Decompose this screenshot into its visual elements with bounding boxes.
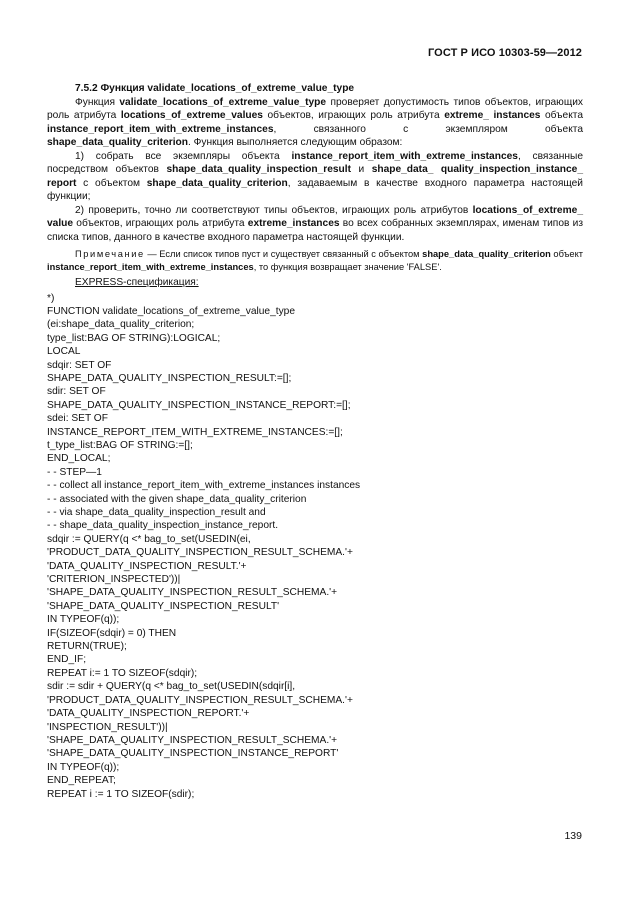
code-line: sdir := sdir + QUERY(q <* bag_to_set(USEDIN(sdqir[i], (47, 681, 296, 693)
code-line: - - via shape_data_quality_inspection_result and (47, 507, 266, 518)
bold-term: shape_data_quality_inspection_result (166, 164, 352, 175)
code-line: IF(SIZEOF(sdqir) = 0) THEN (47, 627, 177, 639)
page-number: 139 (564, 830, 582, 842)
bold-term: shape_data_quality_criterion (146, 177, 288, 189)
note-label: Примечание (75, 249, 145, 259)
code-line: - - associated with the given shape_data_quality_criterion (47, 493, 307, 505)
code-line: 'INSPECTION_RESULT'))| (47, 721, 168, 733)
code-line: t_type_list:BAG OF STRING:=[]; (47, 439, 193, 451)
text-run: , связанного с экземпляром объекта (273, 123, 583, 135)
text-run: Функция (75, 96, 120, 108)
code-line: RETURN(TRUE); (47, 641, 127, 653)
text-run: , задаваемым в качестве входного параметра настоящей функции; (47, 177, 584, 202)
code-line: REPEAT i := 1 TO SIZEOF(sdir); (47, 788, 195, 800)
code-line: IN TYPEOF(q)); (47, 614, 120, 626)
text-run: , то функция возвращает значение 'FALSE'. (253, 261, 442, 272)
code-line: 'DATA_QUALITY_INSPECTION_RESULT.'+ (47, 560, 247, 572)
code-line: 'PRODUCT_DATA_QUALITY_INSPECTION_RESULT_SCHEMA.'+ (47, 547, 353, 559)
code-line: - - STEP—1 (47, 466, 102, 478)
bold-term: shape_data_quality_criterion (422, 249, 551, 259)
step-two-paragraph (47, 204, 583, 245)
code-line: sdir: SET OF (47, 386, 106, 398)
code-line: 'SHAPE_DATA_QUALITY_INSPECTION_RESULT_SCHEMA.'+ (47, 587, 338, 599)
text-run: 2) проверить, точно ли соответствуют типы объектов, играющих роль атрибутов (75, 204, 473, 216)
code-line: SHAPE_DATA_QUALITY_INSPECTION_RESULT:=[]; (47, 372, 292, 384)
code-line: (ei:shape_data_quality_criterion; (47, 319, 195, 331)
note-paragraph (47, 248, 583, 273)
code-line: REPEAT i:= 1 TO SIZEOF(sdqir); (47, 667, 198, 679)
bold-term: instance_report_item_with_extreme_instances (47, 123, 274, 135)
bold-term: shape_data_ quality_inspection_instance_ report (47, 164, 583, 189)
bold-term: instance_report_item_with_extreme_instances (47, 261, 254, 272)
code-line: 'SHAPE_DATA_QUALITY_INSPECTION_INSTANCE_REPORT' (47, 748, 339, 760)
express-code-block (47, 292, 583, 801)
code-line: SHAPE_DATA_QUALITY_INSPECTION_INSTANCE_REPORT:=[]; (47, 399, 351, 411)
step-one-paragraph (47, 150, 583, 204)
bold-term: instance_report_item_with_extreme_instances (291, 150, 518, 162)
code-line: - - collect all instance_report_item_with_extreme_instances instances (47, 480, 361, 492)
text-run: — Если список типов пуст и существует связанный с объектом (144, 249, 423, 259)
standard-header: ГОСТ Р ИСО 10303-59—2012 (427, 47, 582, 59)
text-run: с объектом (76, 177, 147, 189)
bold-term: locations_of_extreme_values (120, 110, 263, 121)
code-line: *) (47, 292, 55, 304)
text-run: объект (550, 249, 583, 259)
code-line: END_LOCAL; (47, 453, 111, 465)
text-run: 1) собрать все экземпляры объекта (75, 150, 292, 162)
bold-term: extreme_instances (247, 218, 340, 229)
code-line: - - shape_data_quality_inspection_instance_report. (47, 520, 279, 532)
code-line: LOCAL (47, 346, 81, 358)
text-run: , связанные посредством объектов (47, 150, 583, 175)
code-line: 'SHAPE_DATA_QUALITY_INSPECTION_RESULT_SCHEMA.'+ (47, 734, 338, 746)
code-line: IN TYPEOF(q)); (47, 761, 120, 773)
text-run: объектов, играющих роль атрибута (262, 110, 445, 121)
code-line: END_REPEAT; (47, 775, 116, 787)
code-line: FUNCTION validate_locations_of_extreme_value_type (47, 305, 296, 317)
bold-term: validate_locations_of_extreme_value_type (119, 96, 327, 108)
bold-term: locations_of_extreme_ value (47, 204, 583, 229)
code-line: type_list:BAG OF STRING):LOGICAL; (47, 332, 221, 344)
code-line: 'CRITERION_INSPECTED'))| (47, 574, 181, 586)
text-run: проверяет допустимость типов объектов, играющих роль атрибута (47, 96, 583, 121)
code-line: 'SHAPE_DATA_QUALITY_INSPECTION_RESULT' (47, 600, 280, 612)
page-content (47, 82, 583, 801)
bold-term: shape_data_quality_criterion (47, 137, 188, 148)
code-line: 'PRODUCT_DATA_QUALITY_INSPECTION_RESULT_SCHEMA.'+ (47, 694, 353, 706)
code-line: END_IF; (47, 654, 87, 666)
text-run: объектов, играющих роль атрибута (73, 218, 248, 229)
text-run: и (351, 164, 372, 175)
code-line: sdqir: SET OF (47, 359, 112, 371)
code-line: 'DATA_QUALITY_INSPECTION_REPORT.'+ (47, 708, 250, 720)
code-line: sdqir := QUERY(q <* bag_to_set(USEDIN(ei, (47, 533, 251, 545)
text-run: . Функция выполняется следующим образом: (187, 137, 403, 148)
code-line: INSTANCE_REPORT_ITEM_WITH_EXTREME_INSTANCES:=[]; (47, 426, 343, 438)
section-title: 7.5.2 Функция validate_locations_of_extreme_value_type (75, 83, 355, 94)
text-run: во всех собранных экземплярах, именам типов из списка типов, данного в качестве входного параметра настоящей функции. (47, 218, 583, 243)
express-spec-label: EXPRESS-спецификация: (75, 277, 199, 288)
bold-term: extreme_ instances (444, 110, 541, 121)
code-line: sdei: SET OF (47, 413, 108, 425)
text-run: объекта (540, 110, 583, 121)
function-description-paragraph (47, 96, 583, 150)
